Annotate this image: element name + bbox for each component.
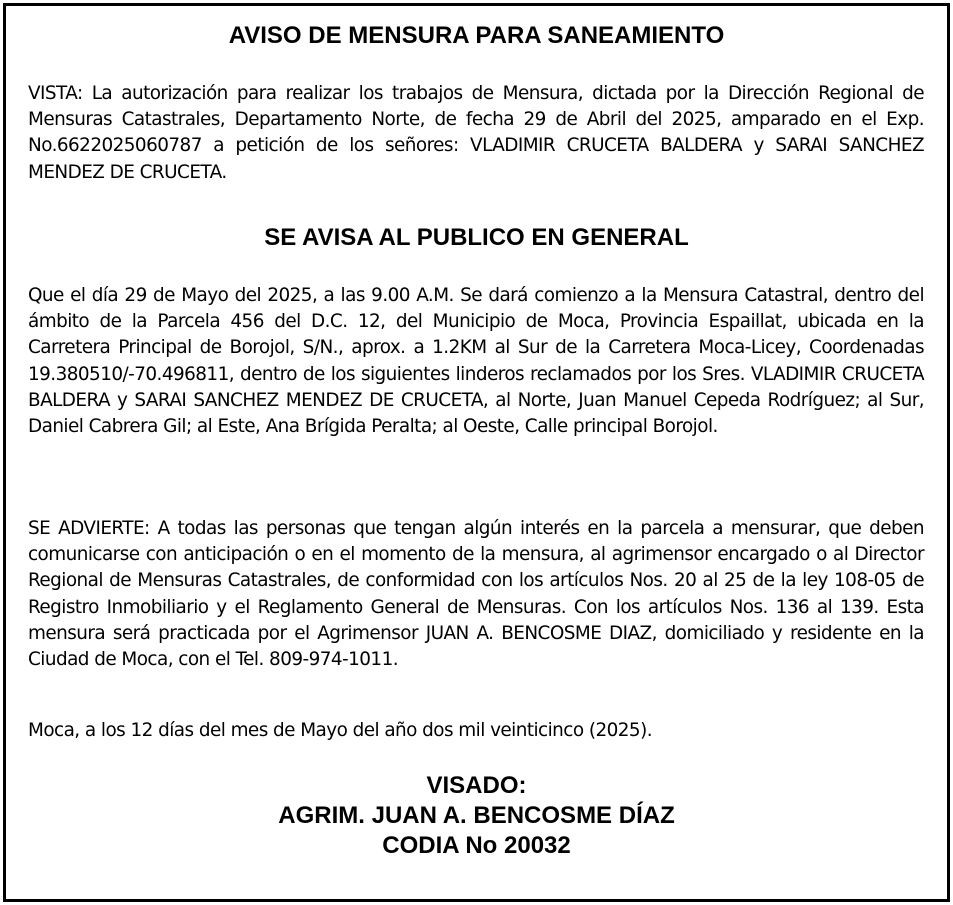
advierte-paragraph: SE ADVIERTE: A todas las personas que tengan algún interés en la parcela a mensurar, que deben comunicarse con anticipación o en el momento de la mensura, al agrimensor encargado o al Director Regional de Mensuras Catastrales, de conformidad con los artículos Nos. 20 al 25 de la ley 108-05 de Registro Inmobiliario y el Reglamento General de Mensuras. Con los artículos Nos. 136 al 139. Esta mensura será practicada por el Agrimensor JUAN A. BENCOSME DIAZ, domiciliado y residente en la Ciudad de Moca, con el Tel. 809-974-1011.: [28, 518, 924, 671]
codia-number: CODIA No 20032: [382, 832, 571, 859]
que-paragraph: Que el día 29 de Mayo del 2025, a las 9.00 A.M. Se dará comienzo a la Mensura Catastral, dentro del ámbito de la Parcela 456 del D.C. 12, del Municipio de Moca, Provincia Espaillat, ubicada en la Carretera Principal de Borojol, S/N., aprox. a 1.2KM al Sur de la Carretera Moca-Licey, Coordenadas 19.380510/-70.496811, dentro de los siguientes linderos reclamados por los Sres. VLADIMIR CRUCETA BALDERA y SARAI SANCHEZ MENDEZ DE CRUCETA, al Norte, Juan Manuel Cepeda Rodríguez; al Sur, Daniel Cabrera Gil; al Este, Ana Brígida Peralta; al Oeste, Calle principal Borojol.: [28, 285, 924, 438]
visado-label: VISADO:: [426, 772, 527, 799]
notice-border: [3, 3, 950, 902]
vista-paragraph: VISTA: La autorización para realizar los trabajos de Mensura, dictada por la Dirección Regional de Mensuras Catastrales, Departamento Norte, de fecha 29 de Abril del 2025, amparado en el Exp. No.6622025060787 a petición de los señores: VLADIMIR CRUCETA BALDERA y SARAI SANCHEZ MENDEZ DE CRUCETA.: [28, 83, 924, 183]
notice-subtitle: SE AVISA AL PUBLICO EN GENERAL: [264, 224, 689, 251]
notice-title: AVISO DE MENSURA PARA SANEAMIENTO: [228, 22, 725, 49]
surveyor-name: AGRIM. JUAN A. BENCOSME DÍAZ: [278, 802, 675, 829]
date-line: Moca, a los 12 días del mes de Mayo del año dos mil veinticinco (2025).: [28, 720, 652, 741]
